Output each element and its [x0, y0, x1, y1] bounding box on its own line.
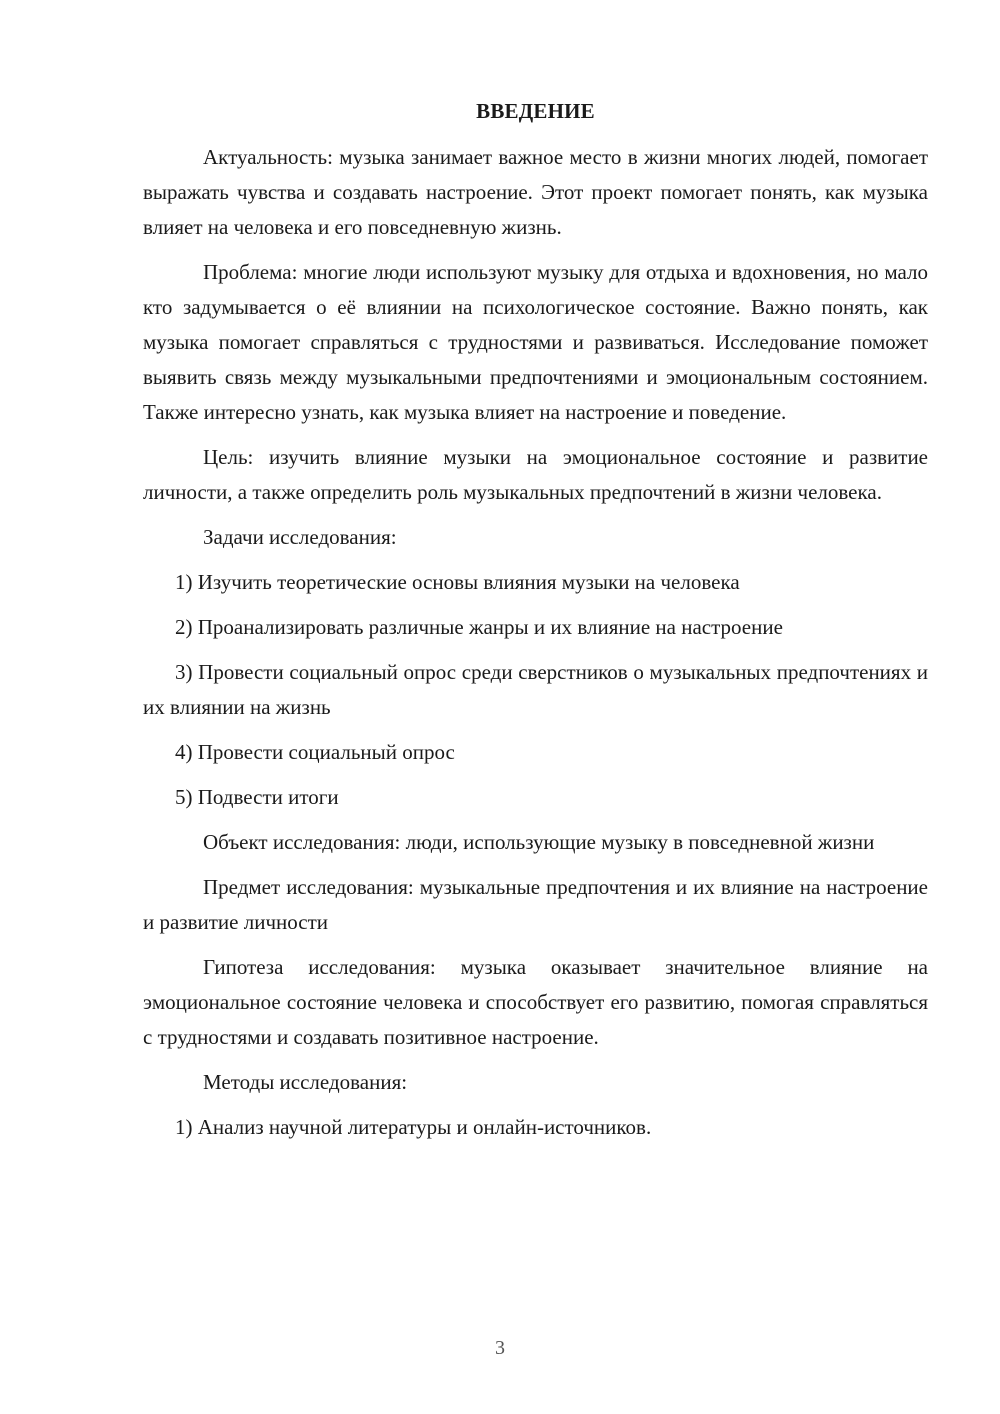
- paragraph-hypothesis: Гипотеза исследования: музыка оказывает значительное влияние на эмоциональное состояние человека и способствует его развитию, помогая справляться с трудностями и создавать позитивное настроение.: [143, 955, 928, 1049]
- paragraph-relevance: Актуальность: музыка занимает важное место в жизни многих людей, помогает выражать чувства и создавать настроение. Этот проект помогает понять, как музыка влияет на человека и его повседневную жизнь.: [143, 145, 928, 239]
- paragraph-problem: Проблема: многие люди используют музыку для отдыха и вдохновения, но мало кто задумывается о её влиянии на психологическое состояние. Важно понять, как музыка помогает справляться с трудностями и развиваться. Исследование поможет выявить связь между музыкальными предпочтениями и эмоциональным состоянием. Также интересно узнать, как музыка влияет на настроение и поведение.: [143, 260, 928, 424]
- paragraph-goal: Цель: изучить влияние музыки на эмоциональное состояние и развитие личности, а также определить роль музыкальных предпочтений в жизни человека.: [143, 445, 928, 504]
- paragraph-subject: Предмет исследования: музыкальные предпочтения и их влияние на настроение и развитие личности: [143, 875, 928, 934]
- task-item-3: 3) Провести социальный опрос среди сверстников о музыкальных предпочтениях и их влиянии на жизнь: [143, 660, 928, 719]
- paragraph-object: Объект исследования: люди, использующие музыку в повседневной жизни: [203, 830, 875, 854]
- document-page: [143, 96, 928, 1155]
- tasks-heading: Задачи исследования:: [203, 525, 397, 549]
- method-item-1: 1) Анализ научной литературы и онлайн-источников.: [175, 1115, 652, 1139]
- page-number: 3: [495, 1337, 505, 1359]
- document-title: ВВЕДЕНИЕ: [476, 99, 595, 123]
- task-item-1: 1) Изучить теоретические основы влияния музыки на человека: [175, 570, 740, 594]
- task-item-2: 2) Проанализировать различные жанры и их влияние на настроение: [175, 615, 783, 639]
- methods-heading: Методы исследования:: [203, 1070, 408, 1094]
- task-item-4: 4) Провести социальный опрос: [175, 740, 455, 764]
- task-item-5: 5) Подвести итоги: [175, 785, 339, 809]
